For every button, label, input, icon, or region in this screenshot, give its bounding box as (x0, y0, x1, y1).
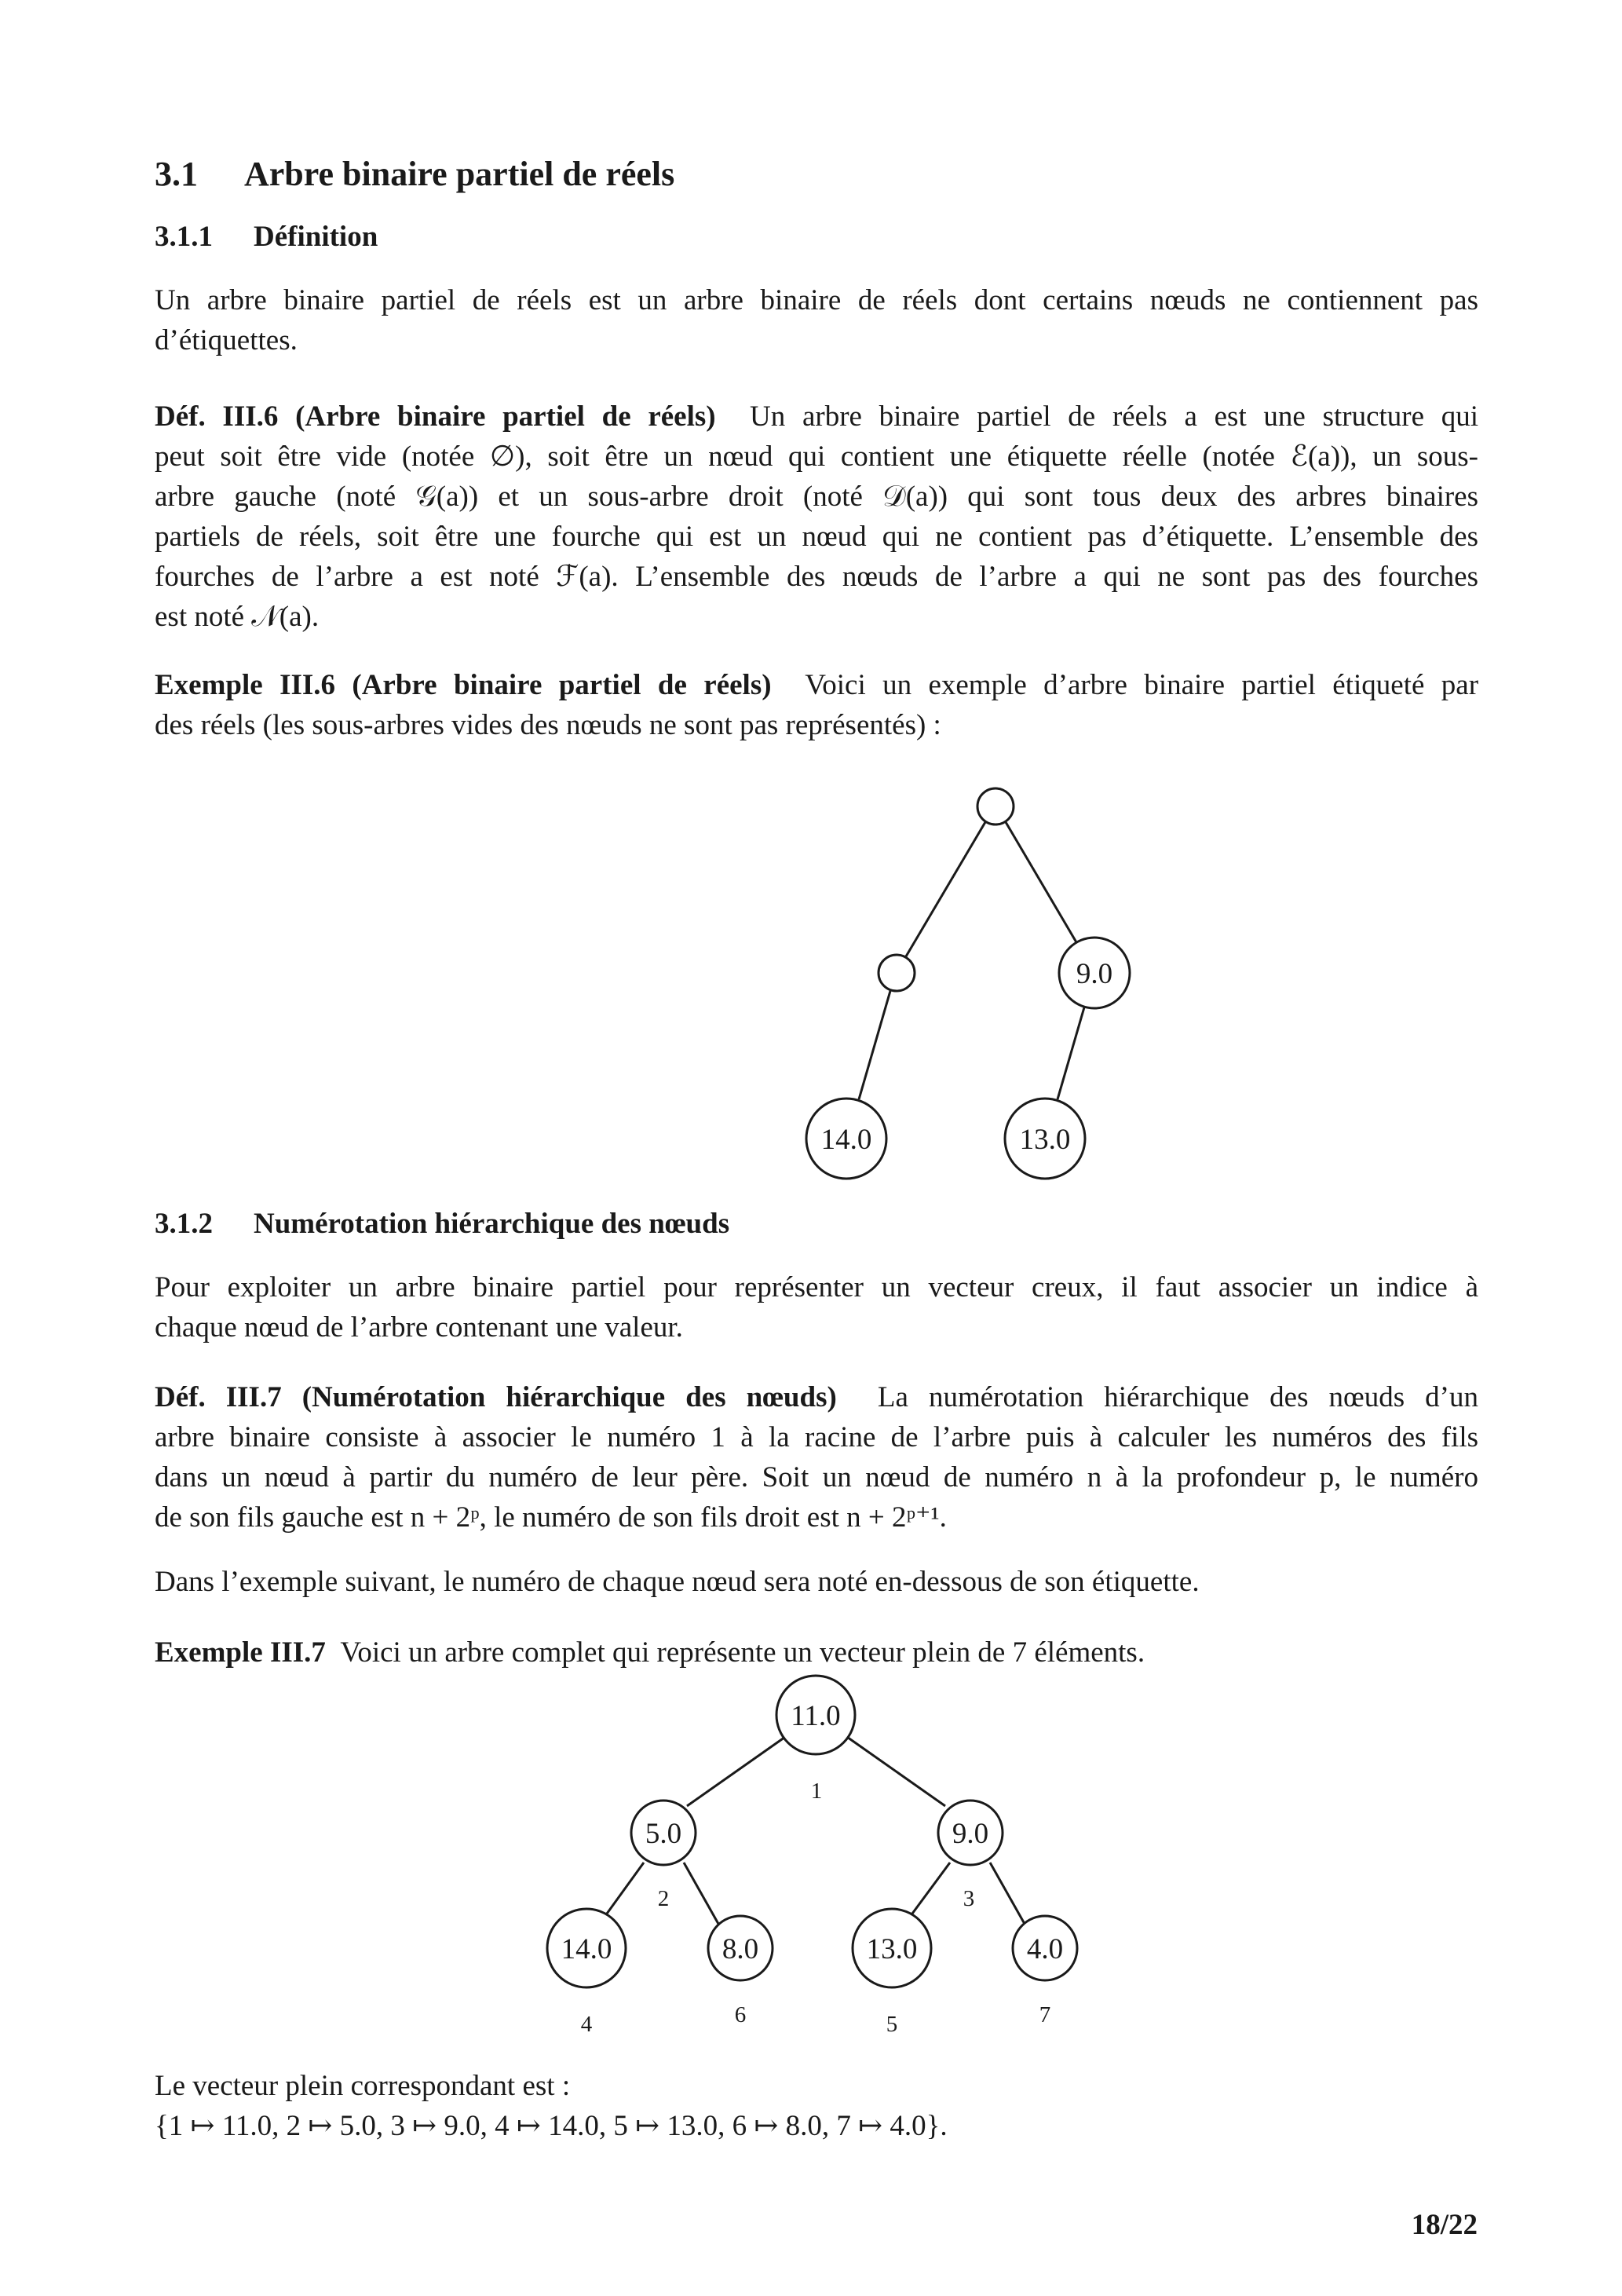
definition-iii7-text: La numérotation hiérarchique des nœuds d’un (877, 1381, 1479, 1413)
tree-edge (845, 1735, 945, 1806)
definition-iii7-line-3: dans un nœud à partir du numéro de leur père. Soit un nœud de numéro n à la profondeur p, le numéro (155, 1461, 1478, 1493)
section-number: 3.1 (155, 155, 198, 193)
subsection-title: Numérotation hiérarchique des nœuds (254, 1208, 730, 1240)
vector-formula: {1 ↦ 11.0, 2 ↦ 5.0, 3 ↦ 9.0, 4 ↦ 14.0, 5 ↦ 13.0, 6 ↦ 8.0, 7 ↦ 4.0}. (155, 2110, 948, 2142)
definition-iii7-line-2: arbre binaire consiste à associer le numéro 1 à la racine de l’arbre puis à calculer les numéros des fils (155, 1421, 1478, 1453)
section-title: Arbre binaire partiel de réels (244, 155, 675, 193)
definition-iii6-line-4: partiels de réels, soit être une fourche qui est un nœud qui ne contient pas d’étiquette. L’ensemble des (155, 521, 1478, 553)
definition-iii6-line-3: arbre gauche (noté 𝒢(a)) et un sous-arbre droit (noté 𝒟(a)) qui sont tous deux des arbres binaires (155, 481, 1478, 513)
tree-node-number: 6 (734, 2002, 747, 2027)
vector-intro: Le vecteur plein correspondant est : (155, 2070, 571, 2102)
page-number: 18/22 (1411, 2209, 1478, 2241)
tree-node-number: 3 (963, 1886, 975, 1911)
subsection-number: 3.1.2 (155, 1208, 213, 1240)
example-iii6-line-2: des réels (les sous-arbres vides des nœuds ne sont pas représentés) : (155, 709, 941, 741)
tree-node-number: 5 (886, 2012, 898, 2037)
tree-edge (687, 1735, 787, 1806)
definition-iii7-line-4: de son fils gauche est n + 2ᵖ, le numéro de son fils droit est n + 2ᵖ⁺¹. (155, 1501, 947, 1534)
tree-node-label: 13.0 (866, 1933, 918, 1965)
tree-node-label: 9.0 (952, 1818, 989, 1850)
tree-node-number: 1 (810, 1779, 823, 1804)
para-2-line-1: Pour exploiter un arbre binaire partiel pour représenter un vecteur creux, il faut associer un indice à (155, 1271, 1478, 1303)
tree-node-label: 5.0 (645, 1818, 682, 1850)
intro-line-2: d’étiquettes. (155, 324, 298, 356)
subsection-title: Définition (254, 221, 378, 253)
tree-node-label: 14.0 (820, 1124, 872, 1156)
intro-line-1: Un arbre binaire partiel de réels est un arbre binaire de réels dont certains nœuds ne contiennent pas (155, 284, 1478, 316)
tree-node-label: 14.0 (561, 1933, 612, 1965)
definition-iii6-line-5: fourches de l’arbre a est noté ℱ(a). L’ensemble des nœuds de l’arbre a qui ne sont pas des fourches (155, 561, 1478, 593)
definition-iii6-text: Un arbre binaire partiel de réels a est une structure qui (750, 400, 1479, 433)
tree-node-number: 4 (580, 2012, 593, 2037)
example-iii7-text: Voici un arbre complet qui représente un vecteur plein de 7 éléments. (340, 1636, 1145, 1669)
definition-iii6-line-6: est noté 𝒩(a). (155, 601, 320, 633)
tree-node-label: 13.0 (1019, 1124, 1071, 1156)
para-2-line-2: chaque nœud de l’arbre contenant une valeur. (155, 1311, 683, 1344)
example-iii6-text: Voici un exemple d’arbre binaire partiel étiqueté par (805, 669, 1479, 701)
tree-node-label: 4.0 (1026, 1933, 1064, 1965)
definition-iii7-label: Déf. III.7 (Numérotation hiérarchique des nœuds) (155, 1381, 837, 1413)
tree-node-number: 7 (1039, 2002, 1051, 2027)
tree-edge (912, 1863, 950, 1914)
definition-iii6-label: Déf. III.6 (Arbre binaire partiel de réels) (155, 400, 716, 433)
example-iii6-label: Exemple III.6 (Arbre binaire partiel de réels) (155, 669, 772, 701)
tree-edge (684, 1863, 718, 1924)
tree-node-label: 8.0 (721, 1933, 759, 1965)
tree-edge (990, 1863, 1025, 1924)
tree-edge (607, 1863, 644, 1914)
para-3: Dans l’exemple suivant, le numéro de chaque nœud sera noté en-dessous de son étiquette. (155, 1566, 1200, 1598)
subsection-number: 3.1.1 (155, 221, 213, 253)
tree-node-number: 2 (657, 1886, 670, 1911)
definition-iii6-line-2: peut soit être vide (notée ∅), soit être un nœud qui contient une étiquette réelle (notée ℰ(a)), un sous- (155, 441, 1478, 473)
example-iii7-label: Exemple III.7 (155, 1636, 326, 1669)
tree-node-label: 11.0 (791, 1700, 841, 1732)
tree-node-label: 9.0 (1076, 958, 1113, 990)
